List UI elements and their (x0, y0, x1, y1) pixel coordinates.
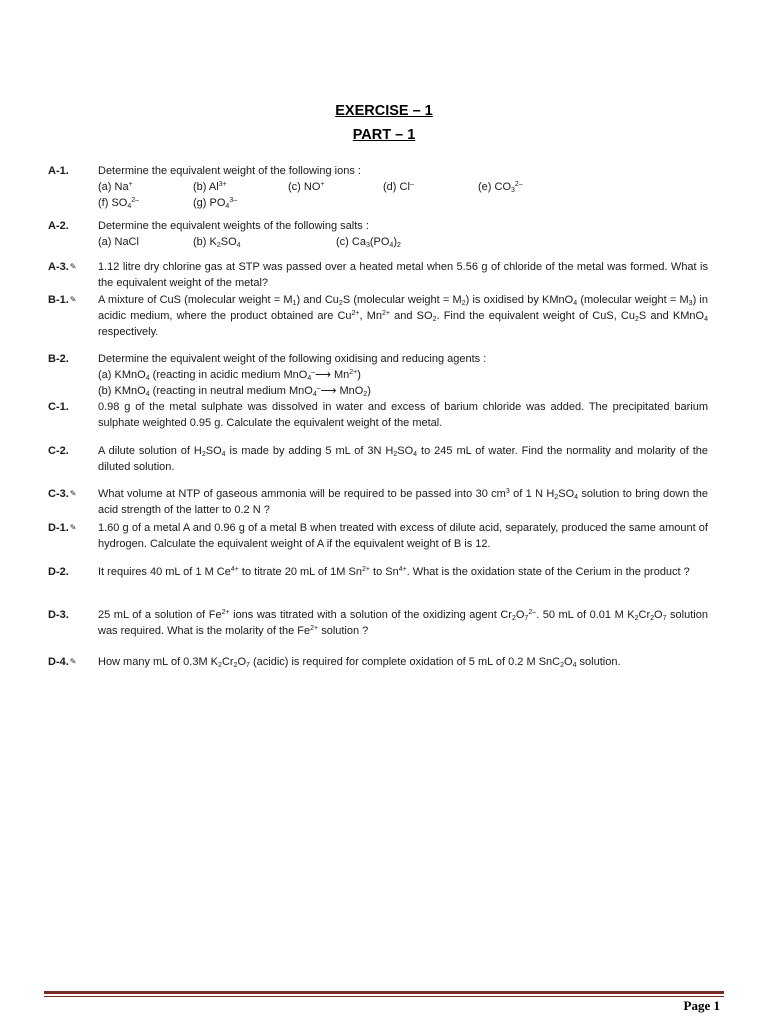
option-e: (e) $CO_3^{2-}$ (478, 181, 523, 194)
question-text: 1.12 litre dry chlorine gas at STP was passed over a heated metal when 5.56 g of chloride of the metal was formed. What is the equivalent weight of the metal? (98, 261, 708, 289)
question-text: How many mL of 0.3M $K_2Cr_2O_7$ (acidic) is required for complete oxidation of 5 mL of 0.2 M $SnC_2O_4$ solution. (98, 656, 621, 669)
question-text: It requires 40 mL of 1 M $Ce^{4+}$ to titrate 20 mL of 1M $Sn^{2+}$ to $Sn^{4+}$. What is the oxidation state of the Cerium in the product ? (98, 566, 690, 578)
exercise-title: EXERCISE – 1 (335, 103, 433, 119)
question-label: A-3.✎ (48, 261, 77, 273)
part-title: PART – 1 (352, 127, 416, 143)
question-label: B-1.✎ (48, 294, 77, 306)
question-c2 (48, 443, 708, 475)
question-c3 (48, 486, 708, 518)
question-text: Determine the equivalent weights of the following salts : (98, 220, 369, 232)
question-text: Determine the equivalent weight of the following oxidising and reducing agents : (98, 353, 487, 365)
question-c1 (48, 399, 708, 431)
question-label: D-2. (48, 566, 69, 578)
option-f: (f) $SO_4^{2-}$ (98, 197, 140, 210)
option-a: (a) Na+ (98, 181, 133, 193)
question-label: D-3. (48, 609, 69, 621)
question-text: What volume at NTP of gaseous ammonia will be required to be passed into 30 $cm^3$ of 1 N $H_2SO_4$ solution to bring down the acid strength of the latter to 0.2 N ? (98, 488, 708, 516)
question-d2 (48, 564, 708, 580)
question-d3 (48, 607, 708, 639)
part-a: (a) KMnO$_4$ (reacting in acidic medium MnO$_4$–⟶ $Mn^{2+}$) (98, 369, 361, 382)
question-label: A-1. (48, 165, 69, 177)
question-text: 0.98 g of the metal sulphate was dissolved in water and excess of barium chloride was added. The precipitated barium sulphate weighted 0.95 g. Calculate the equivalent weight of the metal. (98, 401, 708, 429)
question-a3 (48, 259, 708, 291)
question-label: B-2. (48, 353, 69, 365)
option-c: (c) $Ca_3(PO_4)_2$ (336, 236, 401, 249)
question-label: C-3.✎ (48, 488, 77, 500)
options-row (98, 234, 708, 250)
question-b1 (48, 292, 708, 340)
question-text: 1.60 g of a metal A and 0.96 g of a metal B when treated with excess of dilute acid, separately, produced the same amount of hydrogen. Calculate the equivalent weight of A if the equivalent weight of B is 12. (98, 522, 708, 550)
part-b: (b) KMnO$_4$ (reacting in neutral medium MnO$_4$–⟶ MnO$_2$) (98, 385, 371, 398)
question-text: Determine the equivalent weight of the following ions : (98, 165, 361, 177)
options-row (98, 179, 708, 195)
option-b: (b) $Al^{3+}$ (193, 181, 227, 193)
question-label: C-1. (48, 401, 69, 413)
question-text: A mixture of CuS (molecular weight = $M_1$) and $Cu_2S$ (molecular weight = $M_2$) is oxidised by KMnO$_4$ (molecular weight = $M_3$) in acidic medium, where the product obtained are $Cu^{2+}$, $Mn^{2+}$ and $SO_2$. Find the equivalent weight of CuS, $Cu_2S$ and KMnO$_4$ respectively. (98, 294, 708, 338)
option-g: (g) $PO_4^{3-}$ (193, 197, 238, 210)
question-a2 (48, 218, 708, 250)
page-number: Page 1 (683, 998, 720, 1013)
question-d4 (48, 654, 708, 670)
question-label: A-2. (48, 220, 69, 232)
question-text: 25 mL of a solution of $Fe^{2+}$ ions was titrated with a solution of the oxidizing agent $Cr_2O_7^{2-}$. 50 mL of 0.01 M $K_2Cr_2O_7$ solution was required. What is the molarity of the $Fe^{2+}$ solution ? (98, 609, 708, 637)
question-label: C-2. (48, 445, 69, 457)
question-b2 (48, 351, 708, 399)
option-b: (b) $K_2SO_4$ (193, 236, 241, 249)
options-row (98, 195, 708, 211)
footer-rule-thin (44, 996, 724, 997)
question-label: D-4.✎ (48, 656, 77, 668)
option-d: (d) Cl– (383, 181, 414, 193)
question-text: A dilute solution of $H_2SO_4$ is made by adding 5 mL of 3N $H_2SO_4$ to 245 mL of water. Find the normality and molarity of the diluted solution. (98, 445, 708, 473)
question-a1 (48, 163, 708, 211)
question-label: D-1.✎ (48, 522, 77, 534)
option-a: (a) NaCl (98, 236, 139, 248)
question-d1 (48, 520, 708, 552)
option-c: (c) NO+ (288, 181, 325, 193)
footer-rule (44, 991, 724, 994)
